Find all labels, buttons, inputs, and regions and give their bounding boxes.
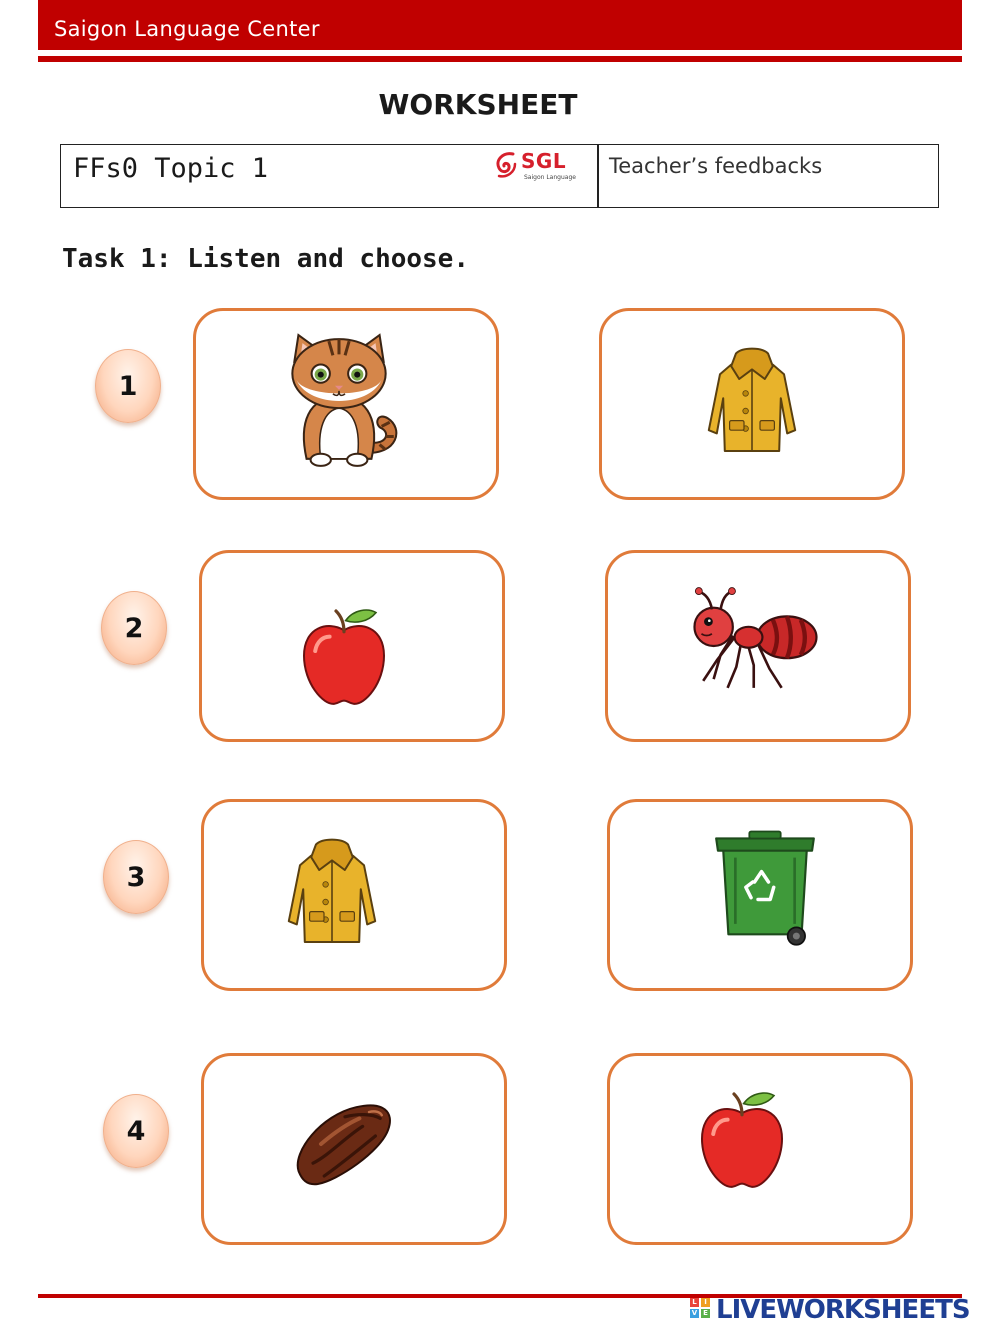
worksheet-title: WORKSHEET [378,88,578,121]
grid-letter: V [691,1309,698,1317]
raincoat-picture [276,826,388,962]
header-rule [38,56,962,62]
topic-label: FFs0 Topic 1 [73,153,269,184]
sgl-logo-word: SGL [521,149,567,173]
raincoat-picture [696,335,808,471]
grid-letter: E [701,1309,710,1318]
ant-picture [682,585,822,707]
grid-letter: I [701,1298,710,1307]
answer-card[interactable] [193,308,499,500]
cat-picture [268,331,410,473]
center-name: Saigon Language Center [54,17,320,41]
liveworksheets-wordmark: LIVEWORKSHEETS [716,1295,970,1325]
trash-bin-picture [704,822,826,956]
liveworksheets-grid-icon [690,1298,712,1322]
apple-picture [686,1086,798,1198]
header-band [38,0,962,50]
answer-card[interactable] [599,308,905,500]
question-number-badge: 3 [103,840,169,914]
answer-card[interactable] [605,550,911,742]
sgl-swirl-icon [493,150,519,180]
answer-card[interactable] [199,550,505,742]
answer-card[interactable] [607,1053,913,1245]
question-number-badge: 1 [95,349,161,423]
apple-picture [288,603,400,715]
sgl-logo-subtext: Saigon Language [524,174,576,181]
answer-card[interactable] [201,799,507,991]
answer-card[interactable] [607,799,913,991]
liveworksheets-logo[interactable] [690,1295,990,1329]
question-number-badge: 4 [103,1094,169,1168]
date-fruit-picture [280,1088,410,1200]
info-box [60,144,939,208]
task-title: Task 1: Listen and choose. [62,244,469,274]
teacher-feedback-label: Teacher’s feedbacks [609,154,823,178]
sgl-logo [493,150,585,182]
question-number-badge: 2 [101,591,167,665]
grid-letter: L [690,1298,699,1307]
info-box-divider [597,145,599,207]
answer-card[interactable] [201,1053,507,1245]
